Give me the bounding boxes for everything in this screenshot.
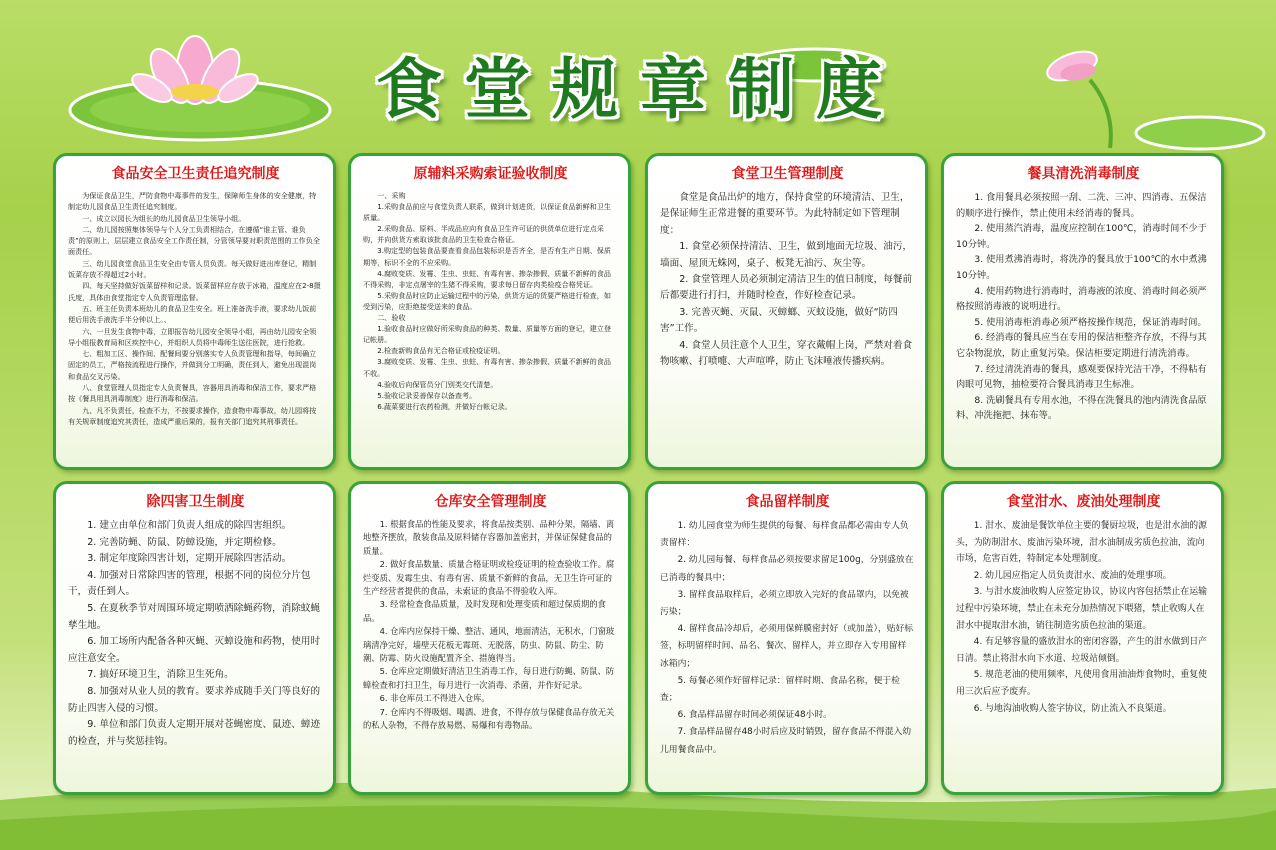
panel-paragraph: 1.采购食品前应与食堂负责人联系，做到计划进货，以保证食品新鲜和卫生质量。 [363, 202, 611, 223]
panel-paragraph: 6. 经消毒的餐具应当在专用的保洁柜整齐存放，不得与其它杂物混放，防止重复污染。保洁柜要定期进行清洗消毒。 [956, 332, 1207, 359]
panel-paragraph: 4. 加强对日常除四害的管理，根据不同的岗位分片包干，责任到人。 [68, 569, 311, 598]
panel-paragraph: 3. 使用煮沸消毒时，将洗净的餐具放于100℃的水中煮沸10分钟。 [956, 254, 1207, 281]
lotus-flower-icon [130, 28, 260, 108]
panel-paragraph: 6. 加工场所内配备各种灭蝇、灭蟑设施和药物，使用时应注意安全。 [68, 636, 321, 664]
panel-canteen-hygiene [645, 153, 928, 470]
panel-body [956, 518, 1211, 717]
panel-paragraph: 七、粗加工区、操作间、配餐间要分别落实专人负责管理和指导，每间确立固定的员工，严格按流程进行操作，并做到分工明确，责任到人，避免出现混岗和食品交叉污染。 [68, 349, 317, 381]
panel-paragraph: 一、成立以园长为组长的幼儿园食品卫生领导小组。 [82, 213, 246, 223]
panel-paragraph: 九、凡不负责任，检查不力，不按要求操作，造食物中毒事故，幼儿园将按有关规章制度追究其责任，造成严重后果的，报有关部门追究其刑事责任。 [68, 405, 317, 426]
panel-paragraph: 4. 使用药物进行消毒时，消毒液的浓度、消毒时间必须严格按照消毒液的说明进行。 [956, 285, 1207, 313]
panel-paragraph: 3. 完善灭蝇、灭鼠、灭蟑螂、灭蚊设施，做好“防四害”工作。 [660, 306, 898, 335]
panel-paragraph: 二、幼儿园按照集体领导与个人分工负责相结合，在遵循“谁主管、谁负责”的原则上，层层建立食品安全工作责任制，分管领导要对职责范围的工作负全面责任。 [68, 224, 320, 257]
panel-title: 食堂泔水、废油处理制度 [1006, 494, 1161, 510]
panel-title: 除四害卫生制度 [146, 494, 245, 510]
panel-paragraph: 7. 经过清洗消毒的餐具，感观要保持光洁干净，不得粘有肉眼可见物，抽检要符合餐具消毒卫生标准。 [956, 363, 1207, 391]
panel-paragraph: 6. 食品样品留存时间必须保证48小时。 [677, 710, 832, 721]
panel-paragraph: 1. 食堂必须保持清洁、卫生，做到地面无垃圾、油污，墙面、屋顶无蛛网，桌子、板凳无油污、灰尘等。 [660, 241, 913, 269]
panel-paragraph: 四、每天坚持做好饭菜留样和记录。饭菜留样应存放于冰箱，温度应在2-8摄氏度，具体由食堂指定专人负责管理监督。 [68, 281, 321, 302]
panel-paragraph: 8. 洗刷餐具有专用水池，不得在洗餐具的池内清洗食品原料、冲洗拖把、抹布等。 [956, 394, 1207, 422]
panel-title: 食品留样制度 [745, 494, 830, 510]
panel-paragraph: 8. 加强对从业人员的教育。要求养成随手关门等良好的防止四害入侵的习惯。 [68, 685, 321, 714]
panel-paragraph: 1. 食用餐具必须按照一刮、二洗、三冲、四消毒、五保洁的顺序进行操作，禁止使用未经消毒的餐具。 [956, 192, 1207, 219]
panel-raw-material-procurement [348, 153, 631, 470]
panel-paragraph: 1. 建立由单位和部门负责人组成的除四害组织。 [87, 520, 292, 531]
panel-paragraph: 4. 仓库内应保持干燥、整洁、通风，地面清洁，无积水，门窗玻璃清净完好，墙壁天花板无霉斑、无脱落，防虫、防鼠、防尘、防潮、防霉、防火设施配置齐全、措施得当。 [363, 626, 615, 664]
panel-paragraph: 1.验收食品时应做好所采购食品的种类、数量、质量等方面的登记，建立登记帐册。 [363, 324, 611, 345]
panel-paragraph: 六、一旦发生食物中毒，立即报告幼儿园安全领导小组，再由幼儿园安全领导小组报教育局和区疾控中心，并组织人员将中毒师生送往医院，进行抢救。 [68, 326, 317, 347]
panel-paragraph: 6.蔬菜要进行农药检测，并做好台帐记录。 [377, 401, 512, 411]
panel-paragraph: 2. 幼儿园每餐、每样食品必须按要求留足100g，分别盛放在已消毒的餐具中； [660, 555, 914, 583]
panel-paragraph: 4. 食堂人员注意个人卫生，穿衣戴帽上岗，严禁对着食物咳嗽、打喷嚏、大声喧哗，防止飞沫唾液传播疾病。 [660, 339, 913, 368]
panel-body [660, 190, 915, 370]
panel-paragraph: 五、班主任负责本班幼儿的食品卫生安全。班上准备洗手液，要求幼儿饭前便后用洗手液洗手半分钟以上。、 [68, 303, 317, 325]
panel-paragraph: 5. 在夏秋季节对周围环境定期喷洒除蝇药物，消除蚊蝇孳生地。 [68, 602, 321, 631]
panel-paragraph: 2. 做好食品数量、质量合格证明或检疫证明的检查验收工作。腐烂变质、发霉生虫、有毒有害、质量不新鲜的食品，无卫生许可证的生产经营者提供的食品，未索证的食品不得验收入库。 [363, 559, 615, 597]
panel-paragraph: 二、验收 [377, 313, 406, 323]
panel-paragraph: 5. 每餐必须作好留样记录：留样时期、食品名称，便于检查； [660, 675, 900, 704]
panel-paragraph: 1. 根据食品的性能及要求，将食品按类别、品种分架，隔墙、离地整齐摆放，散装食品及原料储存容器加盖密封，并保证保健食品的质量。 [363, 519, 615, 556]
panel-body [660, 518, 915, 759]
panel-paragraph: 2.采购食品、原料、半成品应向有食品卫生许可证的供货单位进行定点采购，并向供货方索取该批食品的卫生检查合格证。 [363, 224, 604, 245]
panel-body [956, 190, 1211, 424]
panel-paragraph: 一、采购 [377, 191, 406, 200]
panel-title: 餐具清洗消毒制度 [1027, 166, 1140, 182]
panel-swill-waste-oil [941, 481, 1224, 795]
panel-paragraph: 5.验收记录妥善保存以备查考。 [377, 390, 477, 400]
panel-paragraph: 八、食堂管理人员指定专人负责餐具，容器用具消毒和保洁工作，要求严格按《餐具用具消毒制度》进行消毒和保洁。 [68, 383, 317, 404]
panel-title: 仓库安全管理制度 [434, 494, 547, 510]
panel-paragraph: 1. 泔水、废油是餐饮单位主要的餐厨垃圾，也是泔水油的源头，为防制泔水、废油污染环境，泔水油制成劣质色拉油，流向市场，危害百姓，特制定本处理制度。 [956, 521, 1207, 565]
panel-paragraph: 3. 经常检查食品质量，及时发现和处理变质和超过保质期的食品。 [363, 599, 606, 623]
panel-body [68, 190, 323, 427]
panel-paragraph: 3.腐败变质、发霉、生虫、虫蛀、有毒有害、掺杂掺假、质量不新鲜的食品不收。 [363, 357, 611, 378]
panel-paragraph: 5.采购食品时应防止运输过程中的污染，供货方运的货要严格进行检查，如受到污染，应拒绝接受送来的食品。 [363, 290, 611, 311]
panel-tableware-cleaning [941, 153, 1224, 470]
panel-paragraph: 为保证食品卫生，严防食物中毒事件的发生，保障师生身体的安全健康，特制定幼儿园食品卫生责任追究制度。 [68, 191, 317, 212]
panel-paragraph: 5. 仓库应定期做好清洁卫生消毒工作，每日进行防蝇、防鼠、防蟑检查和打扫卫生，每月进行一次消毒、杀菌，并作好记录。 [363, 666, 615, 690]
panel-title: 食品安全卫生责任追究制度 [111, 166, 280, 182]
panel-paragraph: 2. 完善防蝇、防鼠、防蟑设施，并定期检修。 [87, 536, 282, 548]
panel-paragraph: 7. 食品样品留存48小时后应及时销毁，留存食品不得混入幼儿用餐食品中。 [660, 727, 912, 755]
panel-paragraph: 5. 规范老油的使用频率，凡使用食用油油炸食物时，重复使用三次后应予废弃。 [956, 670, 1207, 697]
panel-paragraph: 9. 单位和部门负责人定期开展对苍蝇密度、鼠迹、蟑迹的检查，并与奖惩挂钩。 [68, 719, 321, 747]
panel-title: 食堂卫生管理制度 [731, 166, 844, 182]
panel-paragraph: 3.购定型的包装食品要查看食品包装标识是否齐全，是否有生产日期、保质期等，标识不全的不应采购。 [363, 246, 611, 267]
panel-paragraph: 食堂是食品出炉的地方，保持食堂的环境清洁、卫生，是保证师生正常进餐的重要环节。为此特制定如下管理制度： [660, 192, 910, 236]
panel-paragraph: 2. 幼儿园应指定人员负责泔水、废油的处理事项。 [973, 570, 1172, 581]
panel-paragraph: 7. 搞好环境卫生，消除卫生死角。 [87, 669, 234, 681]
page-title: 食堂规章制度 [376, 51, 904, 128]
panel-paragraph: 4.腐败变质、发霉、生虫、虫蛀、有毒有害、掺杂掺假、质量不新鲜的食品不得采购，非定点屠宰的生猪不得采购，要求每日留存肉类检疫合格凭证。 [363, 268, 611, 289]
panel-warehouse-safety [348, 481, 631, 795]
panel-paragraph: 7. 仓库内不得吸烟、喝酒、进食，不得存放与保健食品存放无关的私人杂物，不得存放易燃、易爆和有毒物品。 [363, 706, 615, 731]
panel-paragraph: 3. 制定年度除四害计划，定期开展除四害活动。 [87, 553, 292, 565]
panel-food-safety-responsibility [53, 153, 336, 470]
panel-paragraph: 三、幼儿园食堂食品卫生安全由专管人员负责。每天做好进出库登记，精制饭菜存放不得超过2小时。 [68, 258, 317, 280]
panel-paragraph: 4.验收后向保管员分门别类交代清楚。 [377, 379, 498, 389]
panel-paragraph: 6. 与地沟油收购人签字协议，防止流入不良渠道。 [973, 703, 1172, 714]
panel-body [68, 518, 323, 750]
panel-paragraph: 4. 有足够容量的盛放泔水的密闭容器，产生的泔水做到日产日清。禁止将泔水向下水道、垃圾站倾倒。 [956, 637, 1207, 664]
panel-paragraph: 6. 非仓库员工不得进入仓库。 [379, 693, 490, 704]
panel-paragraph: 2. 食堂管理人员必须制定清洁卫生的值日制度，每餐前后都要进行打扫，并随时检查，作好检查记录。 [660, 274, 913, 302]
panel-four-pests [53, 481, 336, 795]
panel-paragraph: 3. 与泔水废油收购人应签定协议，协议内容包括禁止在运输过程中污染环境，禁止在未充分加热情况下喂猪，禁止收购人在泔水中提取泔水油，销往制造劣质色拉油的渠道。 [956, 587, 1207, 631]
panel-title: 原辅料采购索证验收制度 [413, 166, 568, 182]
panel-paragraph: 3. 留样食品取样后，必须立即放入完好的食品罩内，以免被污染； [660, 589, 909, 618]
panel-paragraph: 4. 留样食品冷却后，必须用保鲜膜密封好（或加盖），贴好标签，标明留样时间、品名、餐次、留样人，并立即存入专用留样冰箱内； [660, 624, 914, 669]
panel-body [363, 518, 618, 733]
panel-body [363, 190, 618, 412]
panel-paragraph: 2.检查新购食品有无合格证或检疫证明。 [377, 346, 505, 356]
panel-food-sample-retention [645, 481, 928, 795]
panel-paragraph: 1. 幼儿园食堂为师生提供的每餐、每样食品都必需由专人负责留样： [660, 521, 909, 549]
panel-paragraph: 5. 使用消毒柜消毒必须严格按操作规范，保证消毒时间。 [974, 316, 1207, 328]
lotus-leaf-far-right-decoration [1130, 110, 1270, 156]
panel-paragraph: 2. 使用蒸汽消毒，温度应控制在100℃，消毒时间不少于10分钟。 [956, 223, 1207, 250]
